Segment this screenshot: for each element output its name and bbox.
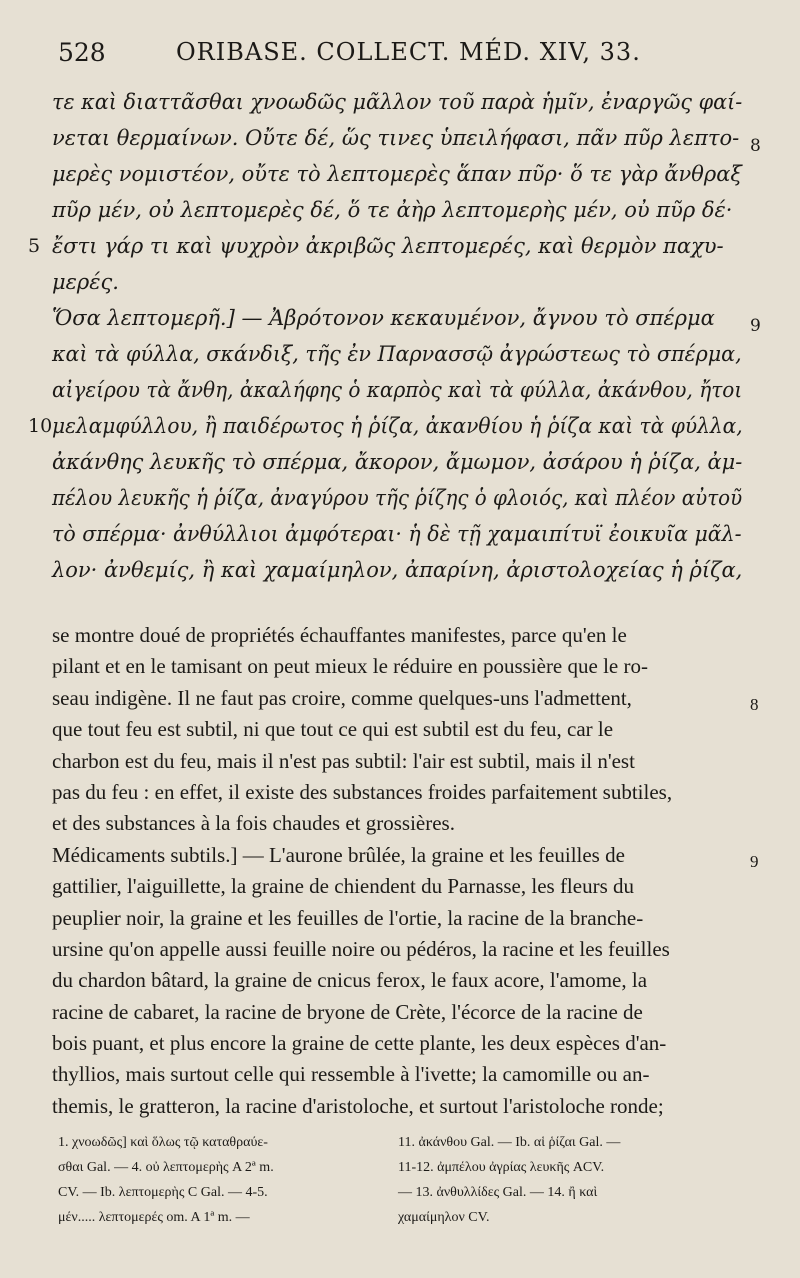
greek-line-text: μερές. [52,270,119,294]
greek-line-text: καὶ τὰ φύλλα, σκάνδιξ, τῆς ἐν Παρνασσῷ ἀγρώστεως τὸ σπέρμα, [52,342,742,366]
greek-line-text: πῦρ μέν, οὐ λεπτομερὲς δέ, ὅ τε ἀὴρ λεπτομερὴς μέν, οὐ πῦρ δέ· [52,198,733,222]
french-line [0,965,800,996]
french-line-text: bois puant, et plus encore la graine de cette plante, les deux espèces d'an- [52,1031,667,1056]
french-line [0,1028,800,1059]
greek-line-text: Ὅσα λεπτομερῆ.] — Ἀβρότονον κεκαυμένον, ἄγνου τὸ σπέρμα [52,306,715,330]
greek-line [0,372,800,408]
greek-line-text: αἰγείρου τὰ ἄνθη, ἀκαλήφης ὁ καρπὸς καὶ τὰ φύλλα, ἀκάνθου, ἤτοι [52,378,743,402]
greek-line [0,228,800,264]
french-line [0,620,800,651]
margin-section-number: 9 [750,851,759,871]
greek-line [0,300,800,336]
footnote-line: 11. ἀκάνθου Gal. — Ib. αἱ ῥίζαι Gal. — [398,1135,621,1150]
footnotes-right-column [398,1130,758,1230]
french-line-text: pas du feu : en effet, il existe des substances froides parfaitement subtiles, [52,779,673,804]
page-header [58,38,658,74]
french-line-text: themis, le gratteron, la racine d'aristoloche, et surtout l'aristoloche ronde; [52,1093,664,1118]
greek-line-text: νεται θερμαίνων. Οὔτε δέ, ὥς τινες ὑπειλήφασι, πᾶν πῦρ λεπτο- [52,126,740,150]
french-line-text: se montre doué de propriétés échauffantes manifestes, parce qu'en le [52,623,627,647]
french-line-text: seau indigène. Il ne faut pas croire, comme quelques-uns l'admettent, [52,685,632,710]
french-line [0,777,800,808]
greek-line [0,480,800,516]
french-line-text: peuplier noir, la graine et les feuilles de l'ortie, la racine de la branche- [52,905,644,930]
greek-line-text: μερὲς νομιστέον, οὔτε τὸ λεπτομερὲς ἅπαν πῦρ· ὅ τε γὰρ ἄνθραξ [52,162,742,186]
french-line-text: racine de cabaret, la racine de bryone de Crète, l'écorce de la racine de [52,999,643,1024]
greek-line-text: τὸ σπέρμα· ἀνθύλλιοι ἀμφότεραι· ἡ δὲ τῇ χαμαιπίτυϊ ἐοικυῖα μᾶλ- [52,522,742,546]
french-line [0,714,800,745]
line-number: 5 [28,235,41,257]
margin-section-number: 9 [750,316,761,336]
french-line [0,934,800,965]
french-line [0,840,800,871]
greek-line [0,444,800,480]
greek-line-text: ἀκάνθης λευκῆς τὸ σπέρμα, ἄκορον, ἄμωμον, ἀσάρου ἡ ῥίζα, ἀμ- [52,450,743,474]
greek-line-text: λον· ἀνθεμίς, ἢ καὶ χαμαίμηλον, ἀπαρίνη, ἀριστολοχείας ἡ ῥίζα, [52,558,743,582]
french-line [0,808,800,839]
greek-line [0,120,800,156]
french-line-text: ursine qu'on appelle aussi feuille noire ou pédéros, la racine et les feuilles [52,936,670,961]
greek-line [0,516,800,552]
greek-line [0,84,800,120]
greek-line [0,192,800,228]
french-line-text: que tout feu est subtil, ni que tout ce qui est subtil est du feu, car le [52,717,614,742]
margin-section-number: 8 [750,694,759,714]
footnote-line: CV. — Ib. λεπτομερὴς C Gal. — 4-5. [58,1185,268,1200]
footnote-line: 11-12. ἀμπέλου ἀγρίας λευκῆς ACV. [398,1160,605,1175]
greek-line-text: τε καὶ διαττᾶσθαι χνοωδῶς μᾶλλον τοῦ παρὰ ἡμῖν, ἐναργῶς φαί- [52,90,743,114]
greek-line [0,552,800,588]
line-number: 10 [28,415,53,437]
french-line [0,997,800,1028]
footnote-line: μέν..... λεπτομερές om. A 1ª m. — [58,1210,250,1225]
greek-line-text: ἔστι γάρ τι καὶ ψυχρὸν ἀκριβῶς λεπτομερές, καὶ θερμὸν παχυ- [52,234,724,258]
french-line-text: du chardon bâtard, la graine de cnicus ferox, le faux acore, l'amome, la [52,968,648,993]
footnote-line: 1. χνοωδῶς] καὶ ὅλως τῷ καταθραύε- [58,1135,268,1150]
greek-line [0,408,800,444]
french-line [0,651,800,682]
greek-line [0,336,800,372]
greek-line [0,264,800,300]
running-title: ORIBASE. COLLECT. MÉD. XIV, 33. [176,38,641,66]
french-line-text: charbon est du feu, mais il n'est pas subtil: l'air est subtil, mais il n'est [52,748,635,773]
greek-text-block [0,84,800,588]
french-line-text: pilant et en le tamisant on peut mieux le réduire en poussière que le ro- [52,654,648,679]
footnote-line: — 13. ἀνθυλλίδες Gal. — 14. ἢ καὶ [398,1185,598,1200]
greek-line-text: μελαμφύλλου, ἢ παιδέρωτος ἡ ῥίζα, ἀκανθίου ἡ ῥίζα καὶ τὰ φύλλα, [52,414,743,438]
footnote-line: χαμαίμηλον CV. [398,1210,490,1225]
french-line [0,683,800,714]
french-line-text: thyllios, mais surtout celle qui ressemble à l'ivette; la camomille ou an- [52,1062,650,1087]
greek-line-text: πέλου λευκῆς ἡ ῥίζα, ἀναγύρου τῆς ῥίζης ὁ φλοιός, καὶ πλέον αὐτοῦ [52,486,743,510]
french-line [0,903,800,934]
french-line-text: Médicaments subtils.] — L'aurone brûlée, la graine et les feuilles de [52,842,625,867]
french-translation-block [0,620,800,1122]
page-number: 528 [58,38,106,67]
french-line [0,871,800,902]
footnote-line: σθαι Gal. — 4. οὐ λεπτομερὴς A 2ª m. [58,1160,274,1175]
greek-line [0,156,800,192]
french-line [0,1091,800,1122]
french-line-text: et des substances à la fois chaudes et grossières. [52,811,455,836]
margin-section-number: 8 [750,136,761,156]
french-line [0,746,800,777]
french-line-text: gattilier, l'aiguillette, la graine de chiendent du Parnasse, les fleurs du [52,874,635,899]
footnotes-left-column [58,1130,388,1230]
french-line [0,1059,800,1090]
